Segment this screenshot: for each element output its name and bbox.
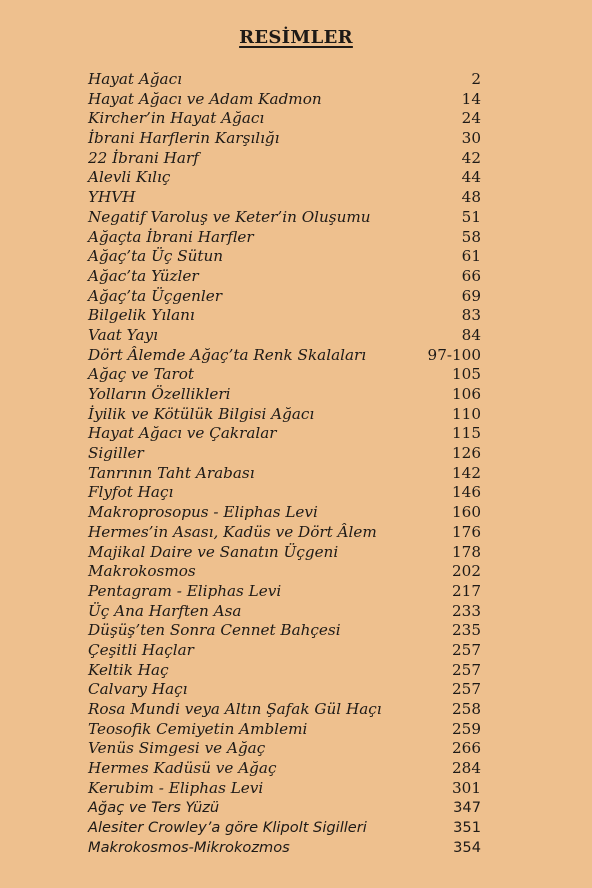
entry-title: Ağaç’ta Üçgenler <box>88 286 222 305</box>
entry-page-number: 30 <box>461 129 481 148</box>
entry-title: Dört Âlemde Ağaç’ta Renk Skalaları <box>88 345 367 364</box>
list-item <box>0 70 592 90</box>
list-item <box>0 523 592 543</box>
entry-title: Alevli Kılıç <box>88 168 171 187</box>
entry-title: Flyfot Haçı <box>88 483 174 502</box>
list-item <box>0 582 592 602</box>
entry-page-number: 61 <box>461 247 481 266</box>
entry-title: Hermes Kadüsü ve Ağaç <box>88 759 277 778</box>
list-item <box>0 503 592 523</box>
illustrations-list <box>0 70 592 858</box>
entry-title: 22 İbrani Harf <box>88 148 199 167</box>
list-item <box>0 444 592 464</box>
list-item <box>0 602 592 622</box>
entry-page-number: 217 <box>452 581 481 600</box>
list-item <box>0 326 592 346</box>
entry-title: Makrokosmos-Mikrokozmos <box>88 838 290 856</box>
list-item <box>0 464 592 484</box>
list-item <box>0 346 592 366</box>
entry-title: Kircher’in Hayat Ağacı <box>88 109 265 128</box>
list-item <box>0 405 592 425</box>
entry-title: Hermes’in Asası, Kadüs ve Dört Âlem <box>88 522 377 541</box>
entry-page-number: 14 <box>461 89 481 108</box>
entry-page-number: 24 <box>461 109 481 128</box>
list-item <box>0 424 592 444</box>
entry-title: Ağaç’ta Üç Sütun <box>88 247 224 266</box>
entry-page-number: 351 <box>453 819 481 837</box>
list-item <box>0 483 592 503</box>
list-item <box>0 680 592 700</box>
entry-page-number: 51 <box>461 207 481 226</box>
list-item <box>0 149 592 169</box>
list-item <box>0 109 592 129</box>
entry-title: Keltik Haç <box>88 660 169 679</box>
list-item <box>0 562 592 582</box>
entry-page-number: 84 <box>461 325 481 344</box>
entry-page-number: 97-100 <box>427 345 481 364</box>
list-item <box>0 543 592 563</box>
list-item <box>0 798 592 818</box>
entry-title: Makrokosmos <box>88 562 196 581</box>
entry-title: Rosa Mundi veya Altın Şafak Gül Haçı <box>88 700 382 718</box>
entry-page-number: 202 <box>452 562 481 581</box>
entry-page-number: 178 <box>452 542 481 561</box>
entry-page-number: 106 <box>452 385 481 403</box>
list-item <box>0 838 592 858</box>
entry-page-number: 347 <box>453 799 481 817</box>
entry-page-number: 48 <box>461 188 481 207</box>
entry-page-number: 105 <box>452 365 481 384</box>
list-item <box>0 247 592 267</box>
entry-title: Ağac’ta Yüzler <box>88 266 199 285</box>
entry-title: Kerubim - Eliphas Levi <box>88 778 264 797</box>
entry-page-number: 42 <box>461 148 481 167</box>
entry-title: Ağaç ve Ters Yüzü <box>88 799 220 817</box>
entry-title: Calvary Haçı <box>88 680 188 699</box>
entry-page-number: 284 <box>452 759 481 778</box>
entry-title: İbrani Harflerin Karşılığı <box>88 129 280 148</box>
list-item <box>0 306 592 326</box>
list-item <box>0 365 592 385</box>
list-item <box>0 267 592 287</box>
entry-title: Ağaç ve Tarot <box>88 365 194 384</box>
entry-page-number: 235 <box>452 621 481 640</box>
entry-title: Vaat Yayı <box>88 325 158 344</box>
entry-title: Pentagram - Eliphas Levi <box>88 581 282 600</box>
entry-title: YHVH <box>88 188 136 207</box>
entry-page-number: 257 <box>452 680 481 699</box>
list-item <box>0 720 592 740</box>
entry-title: Hayat Ağacı ve Çakralar <box>88 424 277 443</box>
entry-page-number: 146 <box>452 483 481 502</box>
entry-page-number: 257 <box>452 640 481 659</box>
entry-page-number: 142 <box>452 463 481 482</box>
entry-page-number: 126 <box>452 444 481 463</box>
entry-page-number: 258 <box>452 700 481 718</box>
list-item <box>0 287 592 307</box>
entry-title: Venüs Simgesi ve Ağaç <box>88 739 266 758</box>
entry-page-number: 301 <box>452 778 481 797</box>
entry-page-number: 115 <box>452 424 481 443</box>
list-item <box>0 700 592 720</box>
list-item <box>0 739 592 759</box>
list-item <box>0 661 592 681</box>
entry-title: Yolların Özellikleri <box>88 385 231 403</box>
entry-page-number: 160 <box>452 503 481 522</box>
entry-title: Negatif Varoluş ve Keter’in Oluşumu <box>88 207 371 226</box>
list-item <box>0 385 592 405</box>
entry-title: Bilgelik Yılanı <box>88 306 195 325</box>
entry-page-number: 233 <box>452 601 481 620</box>
list-item <box>0 208 592 228</box>
entry-title: İyilik ve Kötülük Bilgisi Ağacı <box>88 404 315 423</box>
list-item <box>0 779 592 799</box>
entry-title: Üç Ana Harften Asa <box>88 601 242 620</box>
list-item <box>0 759 592 779</box>
entry-page-number: 83 <box>461 306 481 325</box>
entry-title: Ağaçta İbrani Harfler <box>88 227 254 246</box>
entry-page-number: 259 <box>452 719 481 738</box>
entry-title: Çeşitli Haçlar <box>88 640 194 659</box>
entry-page-number: 58 <box>461 227 481 246</box>
entry-title: Hayat Ağacı <box>88 70 182 88</box>
entry-title: Tanrının Taht Arabası <box>88 463 255 482</box>
entry-page-number: 66 <box>461 266 481 285</box>
entry-title: Majikal Daire ve Sanatın Üçgeni <box>88 542 339 561</box>
list-item <box>0 129 592 149</box>
entry-title: Sigiller <box>88 444 144 463</box>
entry-title: Alesiter Crowley’a göre Klipolt Sigilleri <box>88 819 367 837</box>
entry-title: Teosofik Cemiyetin Amblemi <box>88 719 308 738</box>
list-item <box>0 168 592 188</box>
entry-title: Düşüş’ten Sonra Cennet Bahçesi <box>88 621 341 640</box>
entry-page-number: 69 <box>461 286 481 305</box>
entry-page-number: 2 <box>471 70 481 88</box>
entry-page-number: 257 <box>452 660 481 679</box>
list-item <box>0 188 592 208</box>
list-item <box>0 621 592 641</box>
list-item <box>0 641 592 661</box>
list-item <box>0 90 592 110</box>
entry-page-number: 176 <box>452 522 481 541</box>
entry-title: Hayat Ağacı ve Adam Kadmon <box>88 89 322 108</box>
entry-page-number: 110 <box>452 404 481 423</box>
entry-page-number: 354 <box>453 838 481 856</box>
entry-title: Makroprosopus - Eliphas Levi <box>88 503 318 522</box>
page-heading: RESİMLER <box>239 27 353 48</box>
entry-page-number: 44 <box>461 168 481 187</box>
entry-page-number: 266 <box>452 739 481 758</box>
list-item <box>0 228 592 248</box>
list-item <box>0 818 592 838</box>
